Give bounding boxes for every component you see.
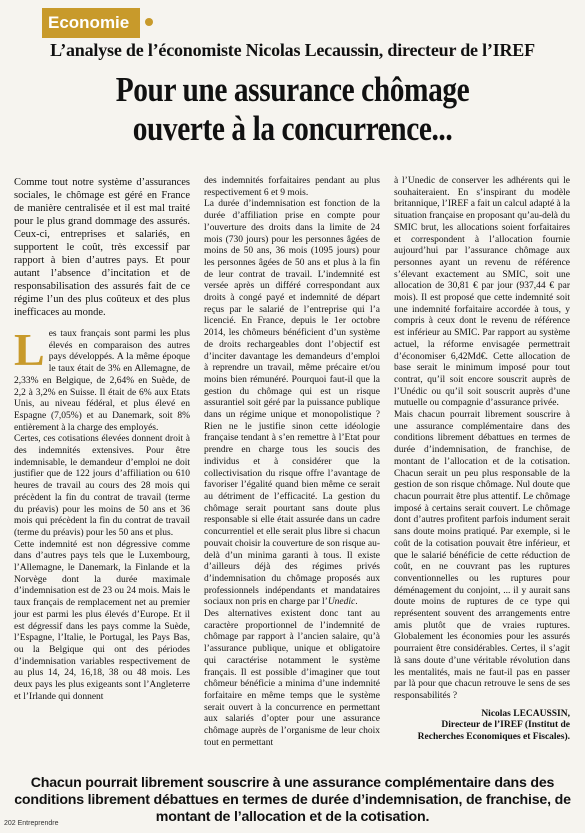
paragraph-end: . bbox=[355, 597, 358, 608]
paragraph: Cette indemnité est non dégressive comme dans d’autres pays tels que le Luxembourg, l’Allemagne, le Danemark, la Finlande et la Norvège dont la durée maximale d’indemnisation est de 23 ou 24 mois. Mais le taux français de remplacement net au premier jour est parmi les plus élevés d’Europe. Et il est dégressif dans les pays comme la Suède, l’Espagne, l’Italie, le Portugal, les Pays Bas, ou la Belgique qui ont des périodes d’indemnisation variables respectivement de au plus 14, 24, 16,18, 38 ou 48 mois. Les deux pays les plus exigeants sont l’Angleterre et l’Irlande qui donnent bbox=[14, 539, 190, 702]
author-title: Directeur de l’IREF (Institut de Recherches Economiques et Fiscales). bbox=[417, 720, 570, 742]
paragraph: à l’Unedic de conserver les adhérents qui le souhaiteraient. En s’inspirant du modèle britannique, l’IREF a fait un calcul adapté à la situation française en proposant qu’au-delà du SMIC brut, les allocations soient forfaitaires et correspondent à l’allocation fournie aujourd’hui par l’assurance chômage aux personnes ayant un revenu de référence s’élevant exactement au SMIC, soit une allocation de 30,81 € par jour (937,44 € par mois). Il est proposé que cette indemnité soit une indemnité forfaitaire accordée à tous, y compris à ceux dont le revenu de référence est inférieur au SMIC. Par rapport au système actuel, la réforme envisagée permettrait d’économiser 6,42Md€. Cette allocation de base serait le minimum imposé pour tout contrat, qu’il soit encore souscrit auprès de l’Unédic ou qu’il soit souscrit auprès d’une mutuelle ou compagnie d’assurance privée. bbox=[394, 176, 570, 409]
pull-quote: Chacun pourrait librement souscrire à une assurance complémentaire dans des conditions librement débattues en termes de durée d’indemnisation, de franchise, de montant de l’allocation et de la cotisation. bbox=[14, 775, 571, 825]
article-column-1 bbox=[14, 176, 190, 704]
paragraph: des indemnités forfaitaires pendant au plus respectivement 6 et 9 mois. bbox=[204, 176, 380, 198]
paragraph-text: es taux français sont parmi les plus élevés en comparaison des autres pays développés. A la même époque le taux était de 3% en Allemagne, de 2,33% en Belgique, de 2,64% en Suède, de 2,2 à 3,2% en Suisse. Il était de 6% aux Etats Unis, au niveau fédéral, et plus élevé en Espagne (7,05%) et au Danemark, soit 8% entièrement à la charge des employés. bbox=[14, 329, 190, 433]
intro-paragraph: Comme tout notre système d’assurances sociales, le chômage est géré en France de manière centralisée et il est mal traité pour le plus grand dommage des assurés. Ceux-ci, entreprises et salariés, en supportent le coût, très excessif par rapport à bien d’autres pays. Et pour autant l’absence d’incitation et de responsabilisation des assurés fait de ce régime l’un des plus coûteux et des plus inefficaces au monde. bbox=[14, 177, 190, 318]
section-label: Economie bbox=[48, 13, 130, 32]
section-rubric bbox=[42, 8, 140, 38]
page-footer: 202 Entreprendre bbox=[4, 820, 59, 827]
article-column-2 bbox=[204, 176, 380, 749]
paragraph bbox=[204, 199, 380, 609]
author-name: Nicolas LECAUSSIN, bbox=[481, 708, 570, 719]
article-kicker: L’analyse de l’économiste Nicolas Lecaussin, directeur de l’IREF bbox=[50, 40, 535, 60]
rubric-bullet-icon bbox=[145, 18, 153, 26]
headline-line-2: ouverte à la concurrence... bbox=[132, 109, 453, 148]
drop-cap: L bbox=[14, 324, 45, 375]
article-column-3 bbox=[394, 176, 570, 743]
paragraph: Certes, ces cotisations élevées donnent droit à des indemnités extensives. Pour être indemnisable, le demandeur d’emploi ne doit justifier que de 122 jours d’affiliation ou 610 heures de travail au cours des 28 mois qui précèdent la fin du contrat de travail (terme du préavis) pour les moins de 50 ans et 36 mois qui précèdent la fin du contrat de travail (terme du préavis) pour les 50 ans et plus. bbox=[14, 434, 190, 538]
author-signature bbox=[394, 709, 570, 744]
headline-line-1: Pour une assurance chômage bbox=[115, 70, 470, 109]
paragraph: Mais chacun pourrait librement souscrire à une assurance complémentaire dans des conditions librement débattues en termes de durée d’indemnisation, de franchise, de montant de l’allocation et de la cotisation. Chacun serait un peu plus responsable de la gestion de son risque chômage. Nul doute que chacun pourrait être plus attentif. Le chômage imposé à certains serait couvert. Le chômage dont d’autres profitent parfois indument serait sans doute moins pratiqué. Par exemple, si le coût de la cotisation pouvait être inférieur, et que le salarié bénéficie de cette réduction de coût, en ne couvrant pas les ruptures conventionnelles ou les ruptures pour déménagement du conjoint, ... il y aurait sans doute moins de ruptures de ce type qui représentent souvent des arrangements entre amis plutôt que de vraies ruptures. Globalement les économies pour les assurés pourraient être considérables. Certes, il s’agit là sans doute d’une véritable révolution dans les mentalités, mais ne faut-il pas en passer par là pour que chacun retrouve le sens de ses responsabilités ? bbox=[394, 410, 570, 701]
paragraph-text: La durée d’indemnisation est fonction de la durée d’affiliation prise en compte pour l’ouverture des droits dans la limite de 24 mois (730 jours) pour les personnes âgées de moins de 50 ans, 36 mois (1095 jours) pour les personnes âgées de 50 ans et plus à la fin de leur contrat de travail. L’indemnité est versée après un différé correspondant aux droits à congé payé et indemnité de départ reçus par le salarié de l’entreprise qui l’a licencié. En France, depuis le 1er octobre 2014, les chômeurs bénéficient d’un système de droits rechargeables dont l’objectif est d’inciter davantage les demandeurs d’emploi à reprendre un travail, même précaire et/ou moins bien rémunéré. Pourquoi faut-il que la gestion du chômage qui est un risque assurantiel soit géré par la puissance publique dans un régime unique et monopolistique ? Rien ne le justifie sinon cette idéologie française tendant à s’en remettre à l’Etat pour prendre en charge tous les soucis des individus et à considérer que la collectivisation du risque offre l’avantage de favoriser l’égalité quand bien même ce serait au détriment de l’efficacité. La gestion du chômage serait pourtant sans doute plus responsable si elle était assurée dans un cadre concurrentiel et elle serait plus libre si chacun pouvait choisir la couverture de son risque au-delà d’un minima garanti à tous. Il existe d’ailleurs déjà des régimes privés d’indemnisation du chômage proposés aux professionnels indépendants et mandataires sociaux non pris en charge par l’ bbox=[204, 199, 380, 608]
paragraph: Des alternatives existent donc tant au caractère proportionnel de l’indemnité de chômage par rapport à l’ancien salaire, qu’à l’assurance publique, unique et obligatoire qui caractérise notamment le système français. Il est possible d’imaginer que tout chômeur bénéficie a minima d’une indemnité forfaitaire en même temps que le système serait ouvert à la concurrence en permettant aux salariés d’opter pour une assurance chômage auprès de l’organisme de leur choix tout en permettant bbox=[204, 609, 380, 748]
paragraph bbox=[14, 324, 190, 434]
unedic-italic: Unedic bbox=[327, 597, 356, 608]
